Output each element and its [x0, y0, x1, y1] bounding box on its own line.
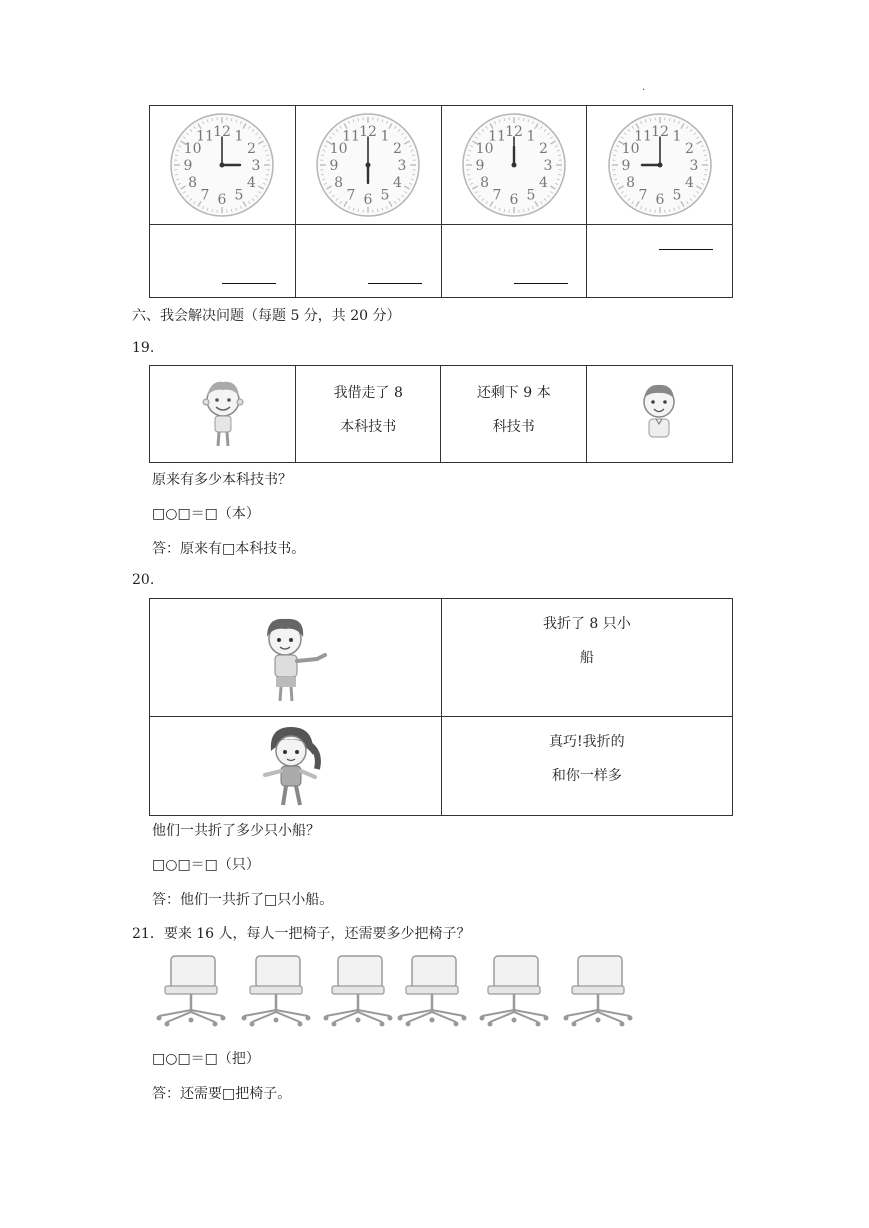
bubble-text: 和你一样多 — [551, 768, 622, 784]
clock-number: 9 — [621, 158, 631, 174]
clock-face — [167, 110, 277, 220]
bubble-text: 还剩下 9 本 — [476, 385, 551, 401]
clock-cell — [295, 106, 441, 225]
speech-bubble-2 — [441, 366, 586, 463]
clock-number: 10 — [184, 141, 202, 157]
clock-number: 2 — [538, 141, 548, 157]
bubble-text: 我借走了 8 — [333, 385, 403, 401]
chair-icon — [564, 956, 633, 1027]
clock-number: 5 — [672, 187, 682, 204]
clock-number: 4 — [247, 175, 257, 191]
q20-answer[interactable]: 答：他们一共折了□只小船。 — [152, 892, 334, 908]
clock-number: 4 — [538, 175, 548, 191]
chair-icon — [242, 956, 311, 1027]
chair-icon — [480, 956, 549, 1027]
clock-face — [313, 110, 423, 220]
boy-picture-cell — [150, 599, 442, 717]
chairs-illustration — [150, 950, 640, 1032]
clock-number: 11 — [342, 128, 361, 145]
answer-blank[interactable] — [514, 283, 568, 284]
clock-face — [605, 110, 715, 220]
clock-number: 11 — [633, 128, 652, 145]
answer-cell[interactable] — [441, 225, 587, 298]
clock-number: 1 — [380, 128, 390, 145]
clock-table — [149, 105, 733, 298]
q19-question: 原来有多少本科技书？ — [152, 472, 292, 488]
clock-cell — [441, 106, 587, 225]
clock-number: 6 — [509, 192, 519, 208]
clock-number: 5 — [380, 187, 390, 204]
answer-blank[interactable] — [368, 283, 422, 284]
clock-number: 2 — [247, 141, 257, 157]
clock-number: 3 — [397, 158, 407, 174]
question-number: 19. — [132, 340, 155, 356]
clock-number: 7 — [492, 187, 502, 204]
clock-number: 9 — [475, 158, 485, 174]
clock-number: 11 — [487, 128, 506, 145]
clock-number: 3 — [543, 158, 553, 174]
clock-number: 7 — [346, 187, 356, 204]
clock-number: 1 — [526, 128, 536, 145]
boy-picture-cell — [150, 366, 296, 463]
boy2-picture-cell — [586, 366, 732, 463]
clock-number: 3 — [251, 158, 261, 174]
clock-number: 5 — [234, 187, 244, 204]
q19-answer[interactable]: 答：原来有□本科技书。 — [152, 541, 306, 557]
q21-question: 21．要来 16 人，每人一把椅子，还需要多少把椅子？ — [132, 926, 471, 942]
boy-illustration — [193, 374, 253, 458]
girl-picture-cell — [150, 717, 442, 816]
clock-number: 6 — [655, 192, 665, 208]
clock-number: 2 — [393, 141, 403, 157]
clock-number: 12 — [213, 124, 232, 140]
clock-number: 10 — [621, 141, 640, 157]
clock-number: 8 — [188, 175, 198, 191]
answer-blank[interactable] — [659, 249, 713, 250]
bubble-text: 科技书 — [492, 419, 535, 435]
answer-cell[interactable] — [587, 225, 733, 298]
q20-question: 他们一共折了多少只小船？ — [152, 823, 320, 839]
clock-number: 6 — [363, 192, 373, 208]
bubble-text: 真巧!我折的 — [549, 734, 625, 750]
boy-illustration — [629, 374, 689, 458]
clock-number: 8 — [479, 175, 489, 191]
speech-bubble-1 — [441, 599, 732, 717]
q20-story-table — [149, 598, 733, 816]
clock-number: 1 — [672, 128, 682, 145]
clock-number: 1 — [234, 128, 244, 145]
q21-formula[interactable]: □○□＝□（把） — [152, 1051, 260, 1067]
clock-number: 9 — [329, 158, 339, 174]
clock-number: 3 — [689, 158, 699, 174]
clock-number: 11 — [196, 128, 215, 145]
clock-number: 10 — [475, 141, 494, 157]
clock-number: 7 — [200, 187, 210, 204]
clock-number: 12 — [359, 124, 378, 140]
bubble-text: 船 — [579, 650, 594, 666]
clock-number: 8 — [625, 175, 635, 191]
clock-number: 12 — [650, 124, 669, 140]
chair-icon — [157, 956, 226, 1027]
clock-number: 9 — [183, 158, 193, 174]
clock-number: 8 — [334, 175, 344, 191]
clock-number: 10 — [329, 141, 348, 157]
boy-pointing-illustration — [245, 609, 345, 709]
chair-icon — [398, 956, 467, 1027]
answer-blank[interactable] — [222, 283, 276, 284]
clock-number: 12 — [504, 124, 523, 140]
clock-number: 4 — [393, 175, 403, 191]
clock-cell — [150, 106, 296, 225]
clock-cell — [587, 106, 733, 225]
q20-formula[interactable]: □○□＝□（只） — [152, 857, 260, 873]
q21-answer[interactable]: 答：还需要□把椅子。 — [152, 1086, 292, 1102]
clock-number: 5 — [526, 187, 536, 204]
clock-number: 2 — [684, 141, 694, 157]
answer-cell[interactable] — [295, 225, 441, 298]
girl-illustration — [245, 721, 345, 811]
clock-number: 7 — [638, 187, 648, 204]
clock-number: 6 — [217, 192, 227, 208]
section-title: 六、我会解决问题（每题 5 分，共 20 分） — [132, 308, 401, 324]
speech-bubble-2 — [441, 717, 732, 816]
question-number: 20. — [132, 572, 155, 588]
q19-story-table — [149, 365, 733, 463]
q19-formula[interactable]: □○□＝□（本） — [152, 506, 260, 522]
clock-number: 4 — [684, 175, 694, 191]
answer-cell[interactable] — [150, 225, 296, 298]
chair-icon — [324, 956, 393, 1027]
speech-bubble-1 — [296, 366, 441, 463]
bubble-text: 我折了 8 只小 — [542, 616, 631, 632]
bubble-text: 本科技书 — [340, 419, 397, 435]
clock-face — [459, 110, 569, 220]
page-mark: . — [642, 82, 646, 93]
